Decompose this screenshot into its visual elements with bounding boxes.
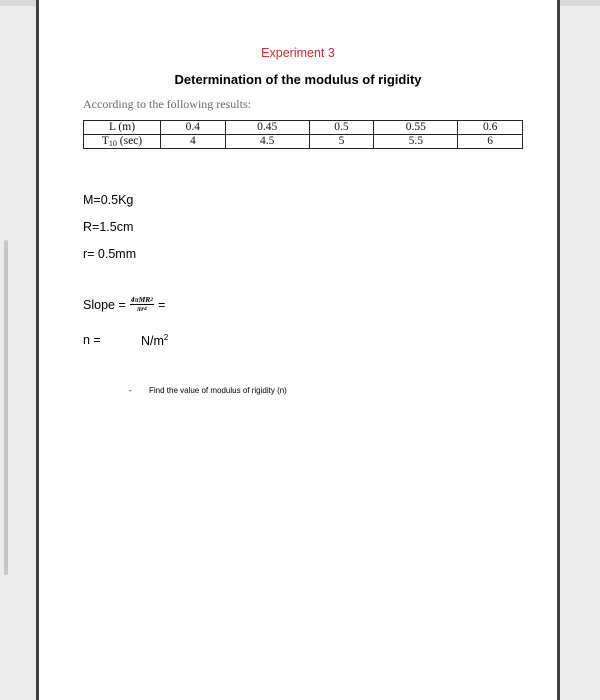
numerator-text: 4πMR [130,295,151,304]
slope-label: Slope = [83,297,126,312]
intro-text: According to the following results: [83,97,251,111]
denominator-exponent: 4 [144,306,147,312]
table-cell: 0.55 [374,121,458,135]
slope-equals: = [158,297,166,312]
unit-text: N/m [141,334,164,349]
table-row [84,135,523,149]
table-cell: 4 [161,135,226,149]
bullet-dash: - [129,386,132,395]
unit-exponent: 2 [163,333,169,342]
n-unit [141,333,168,348]
table-cell: 0.6 [458,121,523,135]
n-label: n = [83,333,101,347]
given-mass: M=0.5Kg [83,193,134,207]
task-text: Find the value of modulus of rigidity (n) [149,386,287,395]
table-cell: 5.5 [374,135,458,149]
page-title: Determination of the modulus of rigidity [174,72,422,87]
table-cell: 0.5 [309,121,374,135]
period-symbol: T [101,135,109,147]
period-unit: (sec) [116,135,143,147]
document-page [36,0,560,700]
table-cell: 5 [309,135,374,149]
task-item [129,386,287,395]
table-cell: 6 [458,135,523,149]
fraction-denominator [137,305,147,313]
numerator-exponent: 2 [150,297,154,303]
table-row [84,121,523,135]
results-table [83,120,523,149]
given-radius-big: R=1.5cm [83,220,134,234]
slope-fraction [130,296,154,313]
experiment-label: Experiment 3 [261,46,335,60]
slope-equation [83,296,165,313]
given-radius-small: r= 0.5mm [83,247,137,261]
scrollbar[interactable] [4,240,8,575]
denominator-text: πr [137,304,145,313]
table-cell: 0.4 [161,121,226,135]
table-cell: 0.45 [225,121,309,135]
table-cell: 4.5 [225,135,309,149]
row-label-length: L (m) [84,121,161,135]
period-subscript: 10 [108,139,117,148]
row-label-period [84,135,161,149]
